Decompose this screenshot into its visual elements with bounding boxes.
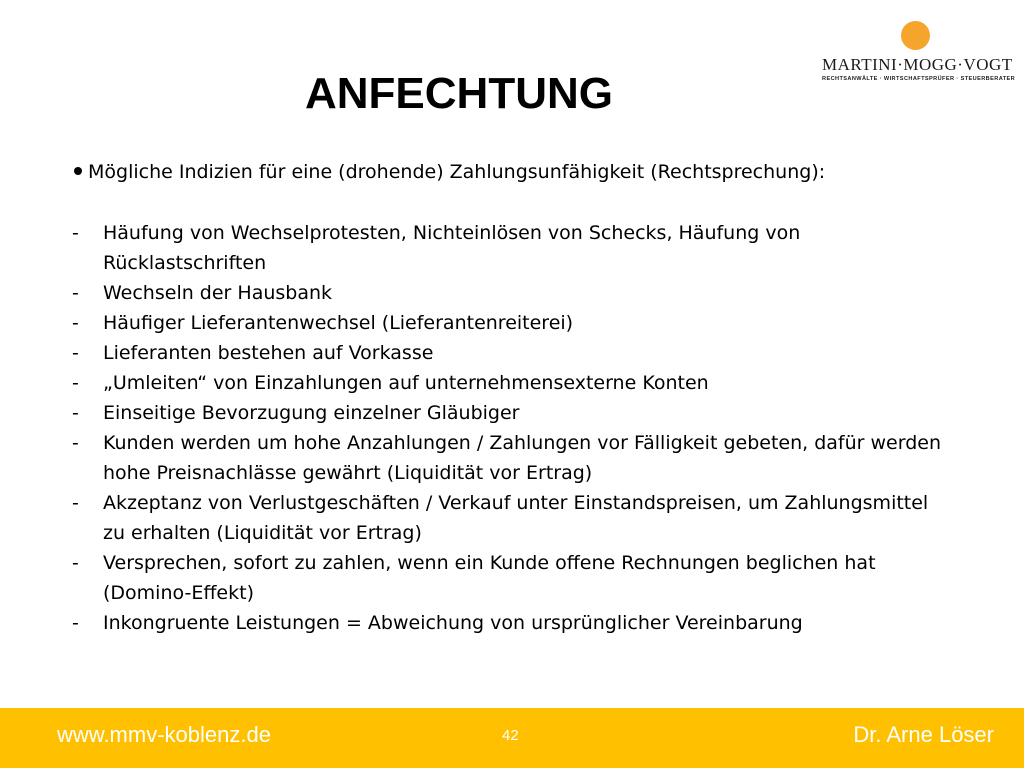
logo-name: MARTINI·MOGG·VOGT [822, 55, 1013, 74]
list-item-text: Lieferanten bestehen auf Vorkasse [103, 342, 434, 364]
list-item-text: Häufung von Wechselprotesten, Nichteinlösen von Schecks, Häufung von Rücklastschriften [103, 222, 801, 274]
list-item [72, 368, 952, 398]
list-item [72, 488, 952, 548]
bullet-dot-icon [74, 167, 82, 175]
dash-marker: - [72, 312, 79, 334]
list-item-text: Häufiger Lieferantenwechsel (Lieferantenreiterei) [103, 312, 574, 334]
footer-bar [0, 708, 1024, 768]
dash-marker: - [72, 492, 79, 514]
dash-marker: - [72, 402, 79, 424]
list-item-text: Versprechen, sofort zu zahlen, wenn ein Kunde offene Rechnungen beglichen hat (Domino-Effekt) [103, 552, 876, 604]
dash-marker: - [72, 372, 79, 394]
list-item [72, 218, 952, 278]
dash-marker: - [72, 552, 79, 574]
logo-tagline: RECHTSANWÄLTE · WIRTSCHAFTSPRÜFER · STEUERBERATER [822, 76, 1016, 82]
list-item [72, 278, 952, 308]
list-item [72, 548, 952, 608]
dash-marker: - [72, 342, 79, 364]
dash-marker: - [72, 222, 79, 244]
lead-text: Mögliche Indizien für eine (drohende) Zahlungsunfähigkeit (Rechtsprechung): [88, 161, 826, 183]
logo-dot-icon [901, 21, 930, 50]
list-item-text: Einseitige Bevorzugung einzelner Gläubiger [103, 402, 520, 424]
list-item-text: Wechseln der Hausbank [103, 282, 333, 304]
list-item [72, 608, 952, 638]
footer-website: www.mmv-koblenz.de [57, 722, 271, 747]
page-number: 42 [502, 727, 519, 744]
dash-marker: - [72, 612, 79, 634]
indicator-list [72, 218, 952, 638]
slide-title: ANFECHTUNG [305, 69, 613, 118]
list-item-text: Kunden werden um hohe Anzahlungen / Zahlungen vor Fälligkeit gebeten, dafür werden hohe Preisnachlässe gewährt (Liquidität vor Ertrag) [103, 432, 941, 484]
list-item [72, 308, 952, 338]
lead-paragraph [72, 158, 825, 186]
footer-author: Dr. Arne Löser [853, 722, 994, 747]
list-item-text: „Umleiten“ von Einzahlungen auf unternehmensexterne Konten [103, 372, 709, 394]
dash-marker: - [72, 432, 79, 454]
list-item [72, 338, 952, 368]
company-logo [822, 18, 1016, 88]
list-item-text: Inkongruente Leistungen = Abweichung von ursprünglicher Vereinbarung [103, 612, 803, 634]
list-item-text: Akzeptanz von Verlustgeschäften / Verkauf unter Einstandspreisen, um Zahlungsmittel zu erhalten (Liquidität vor Ertrag) [103, 492, 929, 544]
list-item [72, 398, 952, 428]
list-item [72, 428, 952, 488]
dash-marker: - [72, 282, 79, 304]
